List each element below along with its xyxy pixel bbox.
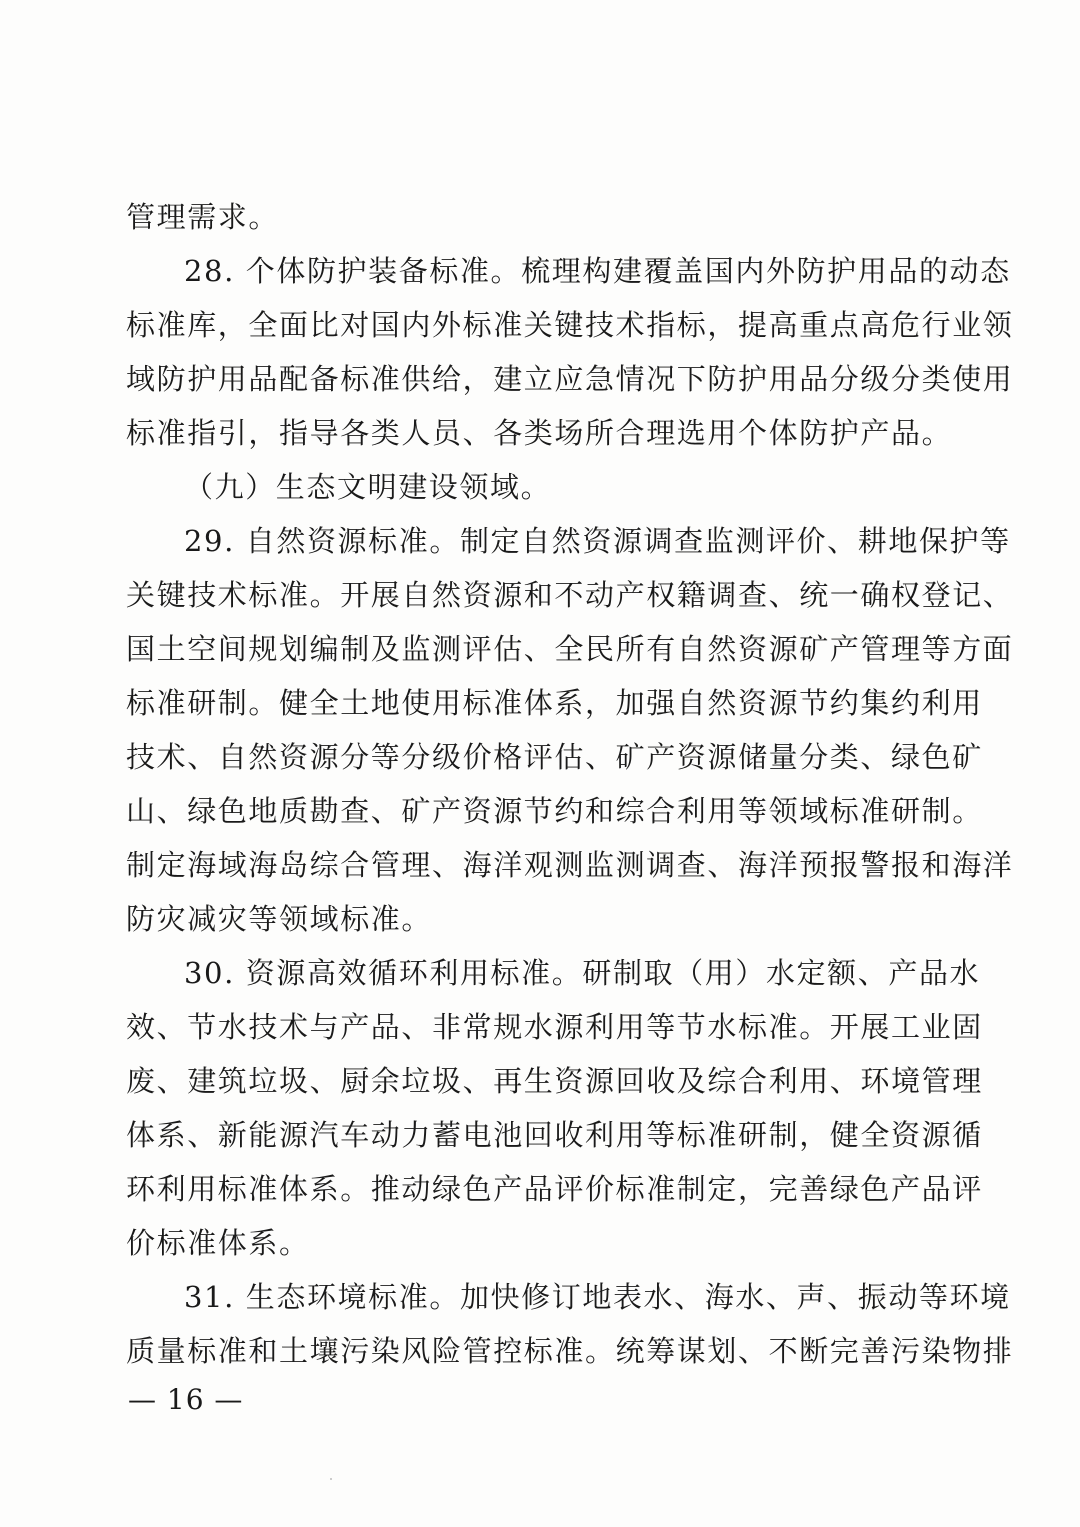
text-line: 标准库，全面比对国内外标准关键技术指标，提高重点高危行业领 xyxy=(126,308,1014,342)
text-line: 域防护用品配备标准供给，建立应急情况下防护用品分级分类使用 xyxy=(126,362,1014,396)
text-line: 30. 资源高效循环利用标准。研制取（用）水定额、产品水 xyxy=(184,956,981,990)
text-line: 技术、自然资源分等分级价格评估、矿产资源储量分类、绿色矿 xyxy=(126,740,983,774)
text-line: 管理需求。 xyxy=(126,200,280,234)
text-line: 体系、新能源汽车动力蓄电池回收利用等标准研制，健全资源循 xyxy=(126,1118,983,1152)
text-line: 制定海域海岛综合管理、海洋观测监测调查、海洋预报警报和海洋 xyxy=(126,848,1014,882)
text-line: 标准指引，指导各类人员、各类场所合理选用个体防护产品。 xyxy=(126,416,953,450)
text-line: 国土空间规划编制及监测评估、全民所有自然资源矿产管理等方面 xyxy=(126,632,1014,666)
text-line: 废、建筑垃圾、厨余垃圾、再生资源回收及综合利用、环境管理 xyxy=(126,1064,983,1098)
text-line: 质量标准和土壤污染风险管控标准。统筹谋划、不断完善污染物排 xyxy=(126,1334,1014,1368)
body-text xyxy=(126,190,1014,1378)
text-line: 标准研制。健全土地使用标准体系，加强自然资源节约集约利用 xyxy=(126,686,983,720)
text-line: 28. 个体防护装备标准。梳理构建覆盖国内外防护用品的动态 xyxy=(184,254,1011,288)
text-line: 防灾减灾等领域标准。 xyxy=(126,902,433,936)
text-line: 效、节水技术与产品、非常规水源利用等节水标准。开展工业固 xyxy=(126,1010,983,1044)
scan-speck xyxy=(330,1478,332,1480)
text-line: 价标准体系。 xyxy=(126,1226,310,1260)
text-line: 环利用标准体系。推动绿色产品评价标准制定，完善绿色产品评 xyxy=(126,1172,983,1206)
text-line: 关键技术标准。开展自然资源和不动产权籍调查、统一确权登记、 xyxy=(126,578,1014,612)
text-line: 31. 生态环境标准。加快修订地表水、海水、声、振动等环境 xyxy=(184,1280,1011,1314)
text-line: 29. 自然资源标准。制定自然资源调查监测评价、耕地保护等 xyxy=(184,524,1011,558)
text-line: 山、绿色地质勘查、矿产资源节约和综合利用等领域标准研制。 xyxy=(126,794,983,828)
text-line: （九）生态文明建设领域。 xyxy=(184,470,552,504)
page-number: — 16 — xyxy=(128,1383,244,1416)
